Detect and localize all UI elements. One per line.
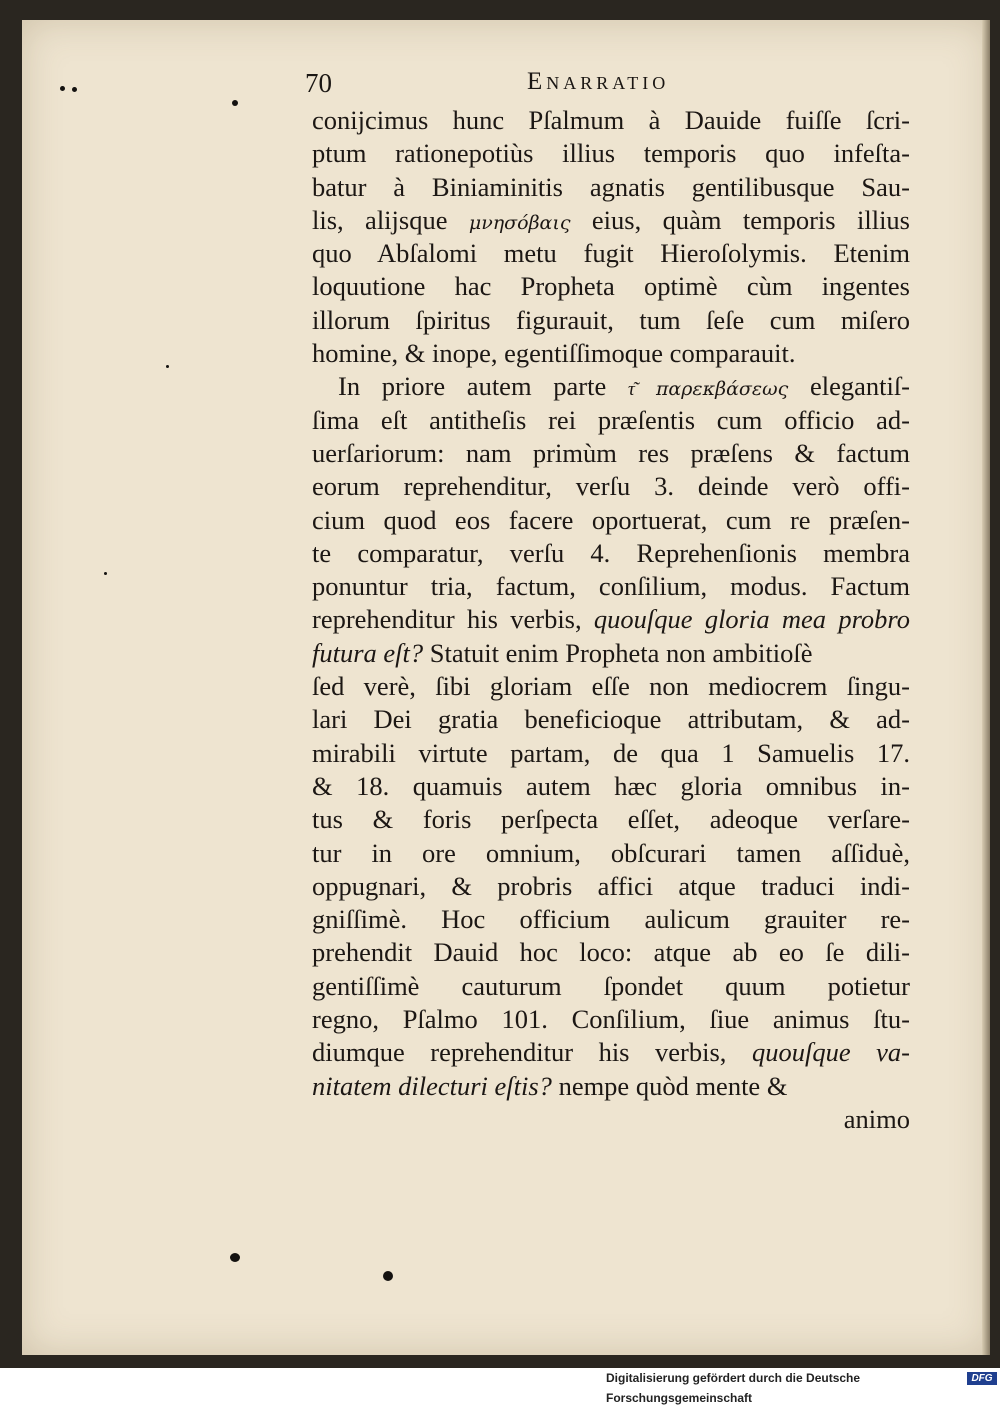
text-segment: lis, alijsque [312,204,469,235]
text-line [312,1036,910,1069]
text-line: gniſſimè. Hoc officium aulicum grauiter re- [312,904,910,935]
text-segment: nempe quòd mente & [551,1070,788,1101]
running-head: Enarratio [527,68,670,95]
page-number: 70 [305,68,332,98]
margin-mark-2 [104,572,107,575]
scripture-quote: nitatem dilecturi eſtis? [312,1070,552,1101]
text-segment: elegantiſ- [788,371,910,402]
page-header [305,68,905,102]
text-line: oppugnari, & probris affici atque traduci indi- [312,870,910,901]
text-line: quo Abſalomi metu fugit Hieroſolymis. Etenim [312,238,910,269]
text-segment: Statuit enim Propheta non ambitioſè [423,637,813,668]
text-line: regno, Pſalmo 101. Conſilium, ſiue animus ſtu- [312,1004,910,1035]
text-line [312,204,910,237]
text-line: loquutione hac Propheta optimè cùm ingentes [312,271,910,302]
text-line [312,637,910,670]
scripture-quote: quouſque va- [751,1037,910,1068]
digitization-credit: Digitalisierung gefördert durch die Deutsche Forschungsgemeinschaft [606,1371,861,1405]
text-line: prehendit Dauid hoc loco: atque ab eo ſe dili- [312,937,910,968]
text-line: homine, & inope, egentiſſimoque comparauit. [312,338,796,369]
text-line: gentiſſimè cauturum ſpondet quum potietur [312,970,910,1001]
text-line: batur à Biniaminitis agnatis gentilibusque Sau- [312,171,910,202]
scripture-quote: futura eſt? [312,637,424,668]
text-line: ponuntur tria, factum, conſilium, modus. Factum [312,571,910,602]
text-segment: reprehenditur his verbis, [312,604,594,635]
text-line: conijcimus hunc Pſalmum à Dauide fuiſſe ſcri- [312,105,910,135]
scripture-quote: quouſque gloria mea probro [593,604,910,635]
page-edge [982,20,990,1355]
margin-mark-1 [166,365,169,368]
text-line [312,370,910,403]
body-text [312,104,910,1136]
text-line [312,1070,910,1103]
greek-word: τ͂ παρεκβάσεως [628,378,789,401]
margin-mark-top [232,100,238,106]
text-line: eorum reprehenditur, verſu 3. deinde verò offi- [312,471,910,502]
text-line: animo [843,1103,910,1134]
text-line: & 18. quamuis autem hæc gloria omnibus in- [312,770,910,801]
text-segment: In priore autem parte [338,371,628,402]
text-line: tur in ore omnium, obſcurari tamen aſſiduè, [312,837,910,868]
text-line: lari Dei gratia beneficioque attributam, & ad- [312,704,910,735]
margin-mark-left-2 [72,87,77,92]
dfg-logo: DFG [967,1372,997,1385]
text-line: ptum rationepotiùs illius temporis quo infeſta- [312,138,910,169]
text-line: tus & foris perſpecta eſſet, adeoque verſare- [312,804,910,835]
greek-word: μνησόβαις [468,211,571,234]
text-line [312,603,910,636]
ink-blot-1 [230,1253,240,1262]
margin-mark-left-1 [60,86,65,91]
text-line: ſed verè, ſibi gloriam eſſe non mediocrem ſingu- [312,671,910,702]
text-segment: eius, quàm temporis illius [570,204,910,235]
text-line: cium quod eos facere oportuerat, cum re præſen- [312,504,910,535]
text-line: ſima eſt antitheſis rei præſentis cum officio ad- [312,404,910,435]
ink-blot-2 [383,1271,393,1281]
text-line: te comparatur, verſu 4. Reprehenſionis membra [312,537,910,568]
text-line: mirabili virtute partam, de qua 1 Samuelis 17. [312,737,910,768]
text-line: uerſariorum: nam primùm res præſens & factum [312,437,910,468]
text-segment: diumque reprehenditur his verbis, [312,1037,752,1068]
text-line: illorum ſpiritus figurauit, tum ſeſe cum miſero [312,304,910,335]
